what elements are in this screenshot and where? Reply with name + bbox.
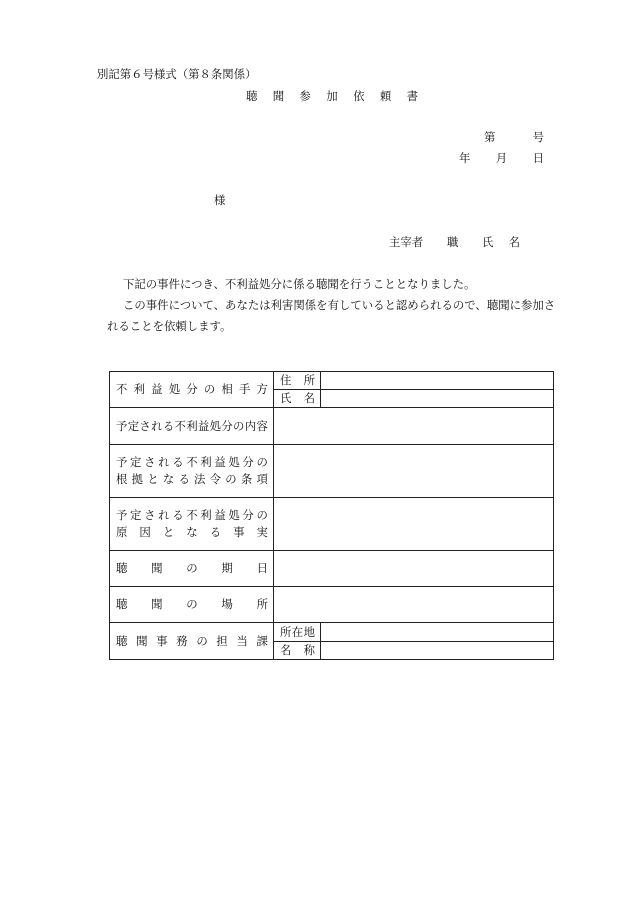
cause-facts-label-cell	[110, 498, 274, 551]
body-paragraph-2-line-1: この事件について、あなたは利害関係を有していると認められるので、聴聞に参加さ	[123, 298, 556, 312]
office-location-field	[321, 623, 554, 642]
cause-facts-label-line-2: 原 因 と な る 事 実	[116, 525, 268, 539]
cause-facts-field	[274, 498, 554, 551]
form-number-label: 別記第６号様式（第８条関係）	[97, 67, 257, 81]
table-row	[110, 408, 554, 445]
addressee-honorific: 様	[214, 193, 226, 207]
date-year: 年	[459, 151, 471, 165]
office-name-field	[321, 642, 554, 660]
presider-name-label: 氏 名	[482, 235, 520, 249]
content-field	[274, 408, 554, 445]
table-row	[110, 372, 554, 390]
table-row	[110, 623, 554, 642]
office-label-cell	[110, 623, 274, 660]
document-title: 聴 聞 参 加 依 頼 書	[246, 89, 418, 103]
hearing-date-label: 聴 聞 の 期 日	[116, 561, 268, 575]
address-label: 住 所	[280, 373, 315, 387]
presider-label: 主宰者	[389, 235, 424, 249]
cause-facts-label-line-1: 予 定 さ れ る 不 利 益 処 分 の	[116, 508, 268, 522]
number-suffix: 号	[532, 130, 544, 144]
body-paragraph-2-line-2: れることを依頼します。	[107, 319, 232, 333]
hearing-place-field	[274, 587, 554, 623]
table-row	[110, 445, 554, 498]
hearing-date-field	[274, 551, 554, 587]
content-label-cell	[110, 408, 274, 445]
table-row	[110, 551, 554, 587]
date-line	[459, 152, 544, 164]
hearing-place-label: 聴 聞 の 場 所	[116, 597, 268, 611]
address-label-cell	[274, 372, 321, 390]
legal-basis-field	[274, 445, 554, 498]
location-label: 所 在 地	[280, 624, 315, 639]
name-label-cell	[274, 390, 321, 408]
content-label: 予 定 さ れ る 不 利 益 処 分 の 内 容	[116, 418, 268, 433]
respondent-label: 不 利 益 処 分 の 相 手 方	[116, 382, 268, 396]
date-month: 月	[495, 151, 508, 165]
date-day: 日	[532, 151, 544, 165]
document-number-line	[484, 131, 544, 143]
office-label: 聴 聞 事 務 の 担 当 課	[116, 633, 268, 648]
number-prefix: 第	[484, 130, 496, 144]
office-name-label: 名 称	[280, 643, 315, 657]
legal-basis-label-line-2: 根 拠 と な る 法 令 の 条 項	[116, 472, 268, 486]
name-label: 氏 名	[280, 391, 315, 405]
office-name-label-cell	[274, 642, 321, 660]
hearing-details-table	[109, 371, 554, 660]
respondent-name-field	[321, 390, 554, 408]
hearing-place-label-cell	[110, 587, 274, 623]
table-row	[110, 587, 554, 623]
legal-basis-label-line-1: 予 定 さ れ る 不 利 益 処 分 の	[116, 455, 268, 469]
body-paragraph-1: 下記の事件につき、不利益処分に係る聴聞を行うこととなりました。	[123, 277, 476, 291]
location-label-cell	[274, 623, 321, 642]
respondent-label-cell	[110, 372, 274, 408]
presider-post-label: 職	[447, 235, 459, 249]
table-row	[110, 498, 554, 551]
legal-basis-label-cell	[110, 445, 274, 498]
hearing-date-label-cell	[110, 551, 274, 587]
respondent-address-field	[321, 372, 554, 390]
